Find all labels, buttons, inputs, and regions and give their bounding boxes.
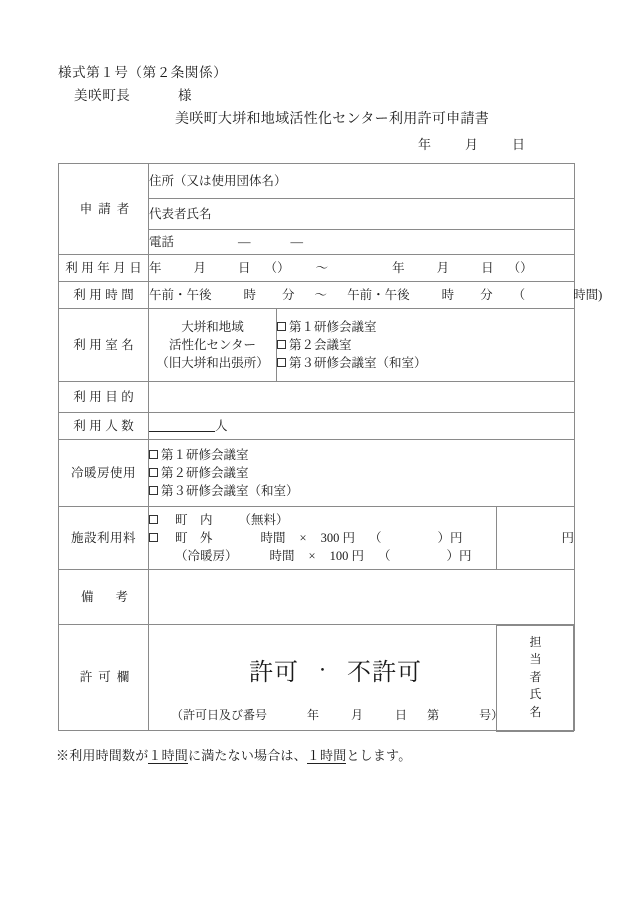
use-time-field[interactable] (149, 282, 603, 309)
permission-decision-block (149, 625, 504, 731)
checkbox-icon[interactable] (277, 322, 286, 331)
people-count-unit: 人 (215, 418, 228, 433)
hvac-option-1[interactable] (149, 446, 574, 464)
remarks-field[interactable] (149, 570, 575, 625)
staff-name-ch-4: 氏 (529, 687, 542, 702)
facility-name-block (149, 309, 277, 382)
applicant-address-label: 住所（又は使用団体名） (149, 173, 287, 188)
permission-decision-choice[interactable] (149, 630, 496, 691)
row-label-purpose: 利用目的 (59, 382, 149, 413)
application-date-year: 年 (418, 137, 432, 152)
hvac-option-3-label: 第３研修会議室（和室） (161, 484, 299, 499)
hvac-option-list (149, 440, 575, 507)
facility-name-line-2: 活性化センター (168, 337, 256, 352)
use-date-weekday-close-2: ） (520, 260, 533, 275)
row-label-remarks: 備考 (59, 570, 149, 625)
permission-deny-label[interactable]: 不許可 (347, 660, 422, 687)
facility-name-line-3: （旧大垪和出張所） (156, 356, 269, 371)
addressee-honorific: 様 (178, 88, 192, 103)
people-count-blank[interactable] (149, 418, 215, 432)
fee-out-town-label: 町 外 (175, 530, 213, 545)
room-option-2[interactable] (277, 336, 574, 354)
table-row-room-name (59, 309, 575, 382)
footnote-one-hour-b: １時間 (306, 748, 347, 763)
permission-sub-year: 年 (307, 708, 320, 723)
fee-out-town-open: （ (368, 530, 382, 545)
use-date-month-2: 月 (436, 260, 450, 275)
application-date (418, 134, 525, 153)
fee-total-field[interactable] (497, 507, 575, 570)
room-option-3-label: 第３研修会議室（和室） (289, 356, 427, 371)
permission-date-number[interactable] (149, 691, 504, 724)
use-date-day-2: 日 (481, 260, 494, 275)
table-row-fee (59, 507, 575, 570)
page-title: 美咲町大垪和地域活性化センター利用許可申請書 (175, 112, 490, 127)
footnote-middle: に満たない場合は、 (188, 748, 307, 763)
application-date-month: 月 (465, 137, 479, 152)
permission-sub-day: 日 (395, 708, 408, 723)
table-row-use-time (59, 282, 575, 309)
use-time-minute-2: 分 (480, 287, 493, 302)
tel-dash-2: ― (290, 234, 304, 249)
room-option-2-label: 第２会議室 (289, 337, 352, 352)
table-row-hvac (59, 440, 575, 507)
table-row-remarks (59, 570, 575, 625)
applicant-address-field[interactable] (149, 164, 575, 199)
fee-row-out-town[interactable] (149, 529, 496, 547)
row-label-fee: 施設利用料 (59, 507, 149, 570)
room-option-1-label: 第１研修会議室 (289, 319, 377, 334)
permission-sub-prefix: （許可日及び番号 (171, 708, 268, 723)
footnote (56, 745, 411, 764)
fee-out-town-close: ）円 (437, 530, 463, 545)
row-label-room-name: 利用室名 (59, 309, 149, 382)
room-option-1[interactable] (277, 318, 574, 336)
footnote-prefix: ※利用時間数が (56, 748, 149, 763)
applicant-representative-field[interactable] (149, 199, 575, 230)
staff-name-ch-3: 者 (529, 669, 542, 684)
fee-in-town-label: 町 内 (175, 512, 213, 527)
checkbox-icon[interactable] (149, 450, 158, 459)
use-time-ampm-1: 午前・午後 (149, 287, 212, 302)
fee-hvac-open: （ (377, 549, 391, 564)
staff-name-ch-5: 名 (529, 704, 542, 719)
use-time-hour-2: 時 (441, 287, 455, 302)
use-date-field[interactable] (149, 255, 575, 282)
form-number: 様式第１号（第２条関係） (58, 65, 228, 80)
staff-name-ch-2: 当 (529, 652, 542, 667)
hvac-option-1-label: 第１研修会議室 (161, 447, 249, 462)
table-row-purpose (59, 382, 575, 413)
room-option-3[interactable] (277, 354, 574, 372)
footnote-one-hour-a: １時間 (148, 748, 189, 763)
checkbox-icon[interactable] (149, 533, 158, 542)
fee-out-town-rate: 300 円 (320, 530, 355, 545)
fee-out-town-times: × (299, 530, 307, 545)
row-label-use-time: 利用時間 (59, 282, 149, 309)
use-date-weekday-open-2: （ (507, 260, 521, 275)
checkbox-icon[interactable] (149, 515, 158, 524)
table-row-use-date (59, 255, 575, 282)
fee-row-in-town[interactable] (149, 511, 496, 529)
row-label-hvac: 冷暖房使用 (59, 440, 149, 507)
checkbox-icon[interactable] (277, 340, 286, 349)
row-label-use-date: 利用年月日 (59, 255, 149, 282)
fee-hvac-close: ）円 (446, 549, 472, 564)
fee-out-town-hours: 時間 (260, 530, 286, 545)
staff-name-ch-1: 担 (529, 635, 542, 650)
use-date-range-mark: ～ (315, 260, 329, 275)
checkbox-icon[interactable] (149, 468, 158, 477)
hvac-option-2[interactable] (149, 464, 574, 482)
application-date-day: 日 (512, 137, 526, 152)
hvac-option-2-label: 第２研修会議室 (161, 465, 249, 480)
purpose-field[interactable] (149, 382, 575, 413)
permission-separator: ・ (314, 663, 331, 680)
use-time-hour-1: 時 (243, 287, 257, 302)
permission-sub-no: 第 (427, 708, 440, 723)
row-label-permission: 許可欄 (59, 625, 149, 731)
people-count-field[interactable] (149, 413, 575, 440)
permission-sub-suffix: 号） (479, 708, 504, 723)
row-label-people: 利用人数 (59, 413, 149, 440)
use-time-total-unit: 時間) (573, 287, 603, 302)
fee-hvac-hours: 時間 (269, 549, 295, 564)
hvac-option-3[interactable] (149, 482, 574, 500)
use-date-year: 年 (149, 260, 162, 275)
row-label-applicant: 申請者 (59, 164, 149, 255)
fee-hvac-times: × (308, 549, 316, 564)
facility-name-line-1: 大垪和地域 (181, 319, 244, 334)
applicant-tel-field[interactable] (149, 230, 575, 255)
use-date-year-2: 年 (392, 260, 405, 275)
use-time-range-mark: ～ (314, 287, 328, 302)
fee-row-hvac[interactable] (149, 547, 496, 565)
checkbox-icon[interactable] (149, 486, 158, 495)
checkbox-icon[interactable] (277, 358, 286, 367)
staff-name-signature-field[interactable] (496, 625, 574, 732)
fee-hvac-label: （冷暖房） (175, 549, 238, 564)
table-row-applicant-address (59, 164, 575, 199)
applicant-representative-label: 代表者氏名 (149, 206, 212, 221)
tel-dash-1: ― (238, 234, 251, 249)
fee-in-town-note: （無料） (238, 512, 289, 527)
permission-sub-month: 月 (351, 708, 364, 723)
fee-detail-block (149, 507, 497, 570)
fee-total-unit: 円 (561, 530, 574, 545)
use-date-weekday-open: （ (264, 260, 278, 275)
use-time-total-open: （ (512, 287, 526, 302)
fee-hvac-rate: 100 円 (329, 549, 364, 564)
use-time-ampm-2: 午前・午後 (347, 287, 410, 302)
table-row-people (59, 413, 575, 440)
use-date-day: 日 (238, 260, 251, 275)
footnote-suffix: とします。 (346, 748, 412, 763)
use-date-month: 月 (193, 260, 207, 275)
applicant-tel-label: 電話 (149, 234, 175, 249)
permission-approve-label[interactable]: 許可 (249, 660, 299, 687)
addressee: 美咲町長 (74, 88, 131, 103)
room-option-list (277, 309, 575, 382)
use-date-weekday-close: ） (277, 260, 290, 275)
use-time-minute-1: 分 (282, 287, 295, 302)
